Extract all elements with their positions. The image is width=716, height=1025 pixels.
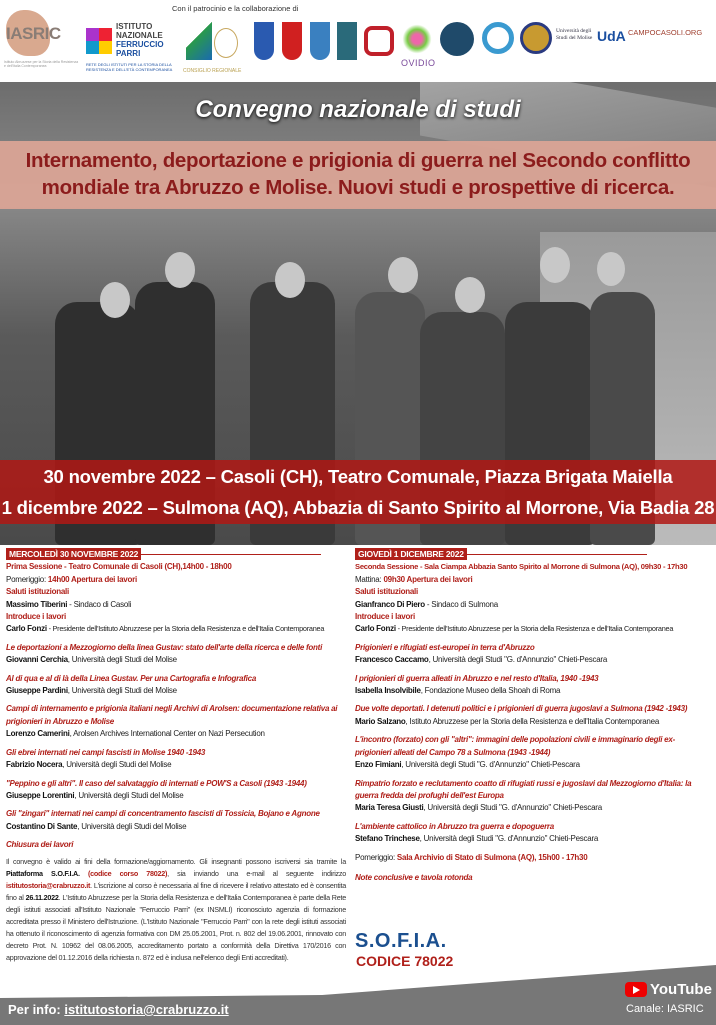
talk [6,808,346,833]
speaker-name: Fabrizio Nocera [6,760,63,770]
talk [6,673,346,698]
maiella-park-logo [337,22,357,60]
day1-header: MERCOLEDÌ 30 NOVEMBRE 2022 [6,548,141,560]
date-sulmona: 1 dicembre 2022 – Sulmona (AQ), Abbazia di Santo Spirito al Morrone, Via Badia 28 [1,497,715,518]
speaker-name: Giuseppe Lorentini [6,790,75,800]
youtube-icon [625,982,647,997]
event-title: Internamento, deportazione e prigionia di guerra nel Secondo conflitto mondiale tra Abruzzo e Molise. Nuovi studi e prospettive di ricerca. [0,141,716,209]
ovidio-logo [400,22,434,56]
talk [355,734,710,771]
talk-title: Campi di internamento e prigionia italiani negli Archivi di Arolsen: documentazione relativa ai prigionieri in Abruzzo e Molise [6,704,338,726]
talk [355,673,710,698]
talk [6,747,346,772]
sofia-code: CODICE 78022 [356,953,454,969]
talk-title: Due volte deportati. I detenuti politici e i prigionieri di guerra jugoslavi a Sulmona (1942 -1943) [355,704,688,714]
talk [6,778,346,803]
contact-info: Per info: istitutostoria@crabruzzo.it [8,1002,229,1017]
coat-of-arms-2-icon [282,22,302,60]
speaker-affiliation: , Università degli Studi "G. d'Annunzio" Chieti-Pescara [401,760,580,770]
speaker-name: Francesco Caccamo [355,655,429,665]
talk [6,642,346,667]
iasric-logo: IASRIC [4,10,74,56]
speaker-affiliation: , Università degli Studi del Molise [74,790,184,800]
saluti-label: Saluti istituzionali [6,587,70,597]
consiglio-regionale-logo [214,28,238,58]
seal-logo [520,22,552,54]
speaker-affiliation: , Università degli Studi del Molise [62,760,172,770]
speaker-name: Giovanni Cerchia [6,655,68,665]
talk-title: L'incontro (forzato) con gli "altri": immagini delle popolazioni civili e immaginario degli ex-prigionieri alleati del Campo 78 a Sulmona (1943 -1944) [355,735,675,757]
speaker-affiliation: , Università degli Studi del Molise [67,686,177,696]
talk [355,642,710,667]
speaker-affiliation: , Università degli Studi "G. d'Annunzio" Chieti-Pescara [423,803,602,813]
coat-of-arms-3-icon [310,22,330,60]
speaker-affiliation: , Università degli Studi "G. d'Annunzio" Chieti-Pescara [428,655,608,665]
youtube-link[interactable]: YouTube [625,981,712,998]
contact-email-link[interactable]: istitutostoria@crabruzzo.it [64,1002,229,1017]
talk-title: I prigionieri di guerra alleati in Abruzzo e nel resto d'Italia, 1940 -1943 [355,673,599,683]
talk-title: Al di qua e al di là della Linea Gustav. Per una Cartografia e Infografica [6,673,257,683]
session2: Seconda Sessione - Sala Ciampa Abbazia Santo Spirito al Morrone di Sulmona (AQ), 09h30 - 17h30 [355,562,688,572]
blue-circle-logo [440,22,474,56]
saluti-label: Saluti istituzionali [355,587,419,597]
ovidio-label: OVIDIO [401,58,436,68]
talk-title: "Peppino e gli altri". Il caso del salvataggio di internati e POW'S a Casoli (1943 -1944) [6,778,307,788]
speaker-name: Enzo Fimiani [355,760,402,770]
iasric-subtitle: Istituto Abruzzese per la Storia della Resistenza e dell'Italia Contemporanea [4,60,79,68]
talk [6,703,346,740]
campocasoli-logo: CAMPOCASOLI.ORG [628,28,703,37]
red-emblem-icon [364,26,394,56]
closing-label-day2: Note conclusive e tavola rotonda [355,872,473,882]
talk-title: Gli "zingari" internati nei campi di concentramento fascisti di Tossicia, Bojano e Agnone [6,809,320,819]
regione-abruzzo-logo [186,22,212,60]
speaker-affiliation: , Università degli Studi del Molise [77,821,187,831]
speaker-affiliation: , Istituto Abruzzese per la Storia della Resistenza e dell'Italia Contemporanea [405,716,660,726]
closing-label: Chiusura dei lavori [6,840,74,850]
day2-header: GIOVEDÌ 1 DICEMBRE 2022 [355,548,467,560]
talk [355,703,710,728]
speaker-name: Giuseppe Pardini [6,686,68,696]
event-dates [0,460,716,524]
speaker-name: Maria Teresa Giusti [355,803,424,813]
talk-title: Rimpatrio forzato e reclutamento coatto di rifugiati russi e jugoslavi dal Mezzogiorno d'Italia: la guerra fredda dei profughi dell'est Europa [355,778,692,800]
sponsor-logos: Con il patrocinio e la collaborazione di IASRIC Istituto Abruzzese per la Storia della Resistenza e dell'Italia Contemporanea ISTITUTO NAZIONALE FERRUCCIO PARRI RETE DEGLI ISTITUTI PER LA STORIA DELLA RESISTENZA E DELL'ETÀ CONTEMPORANEA CONSIGLIO REGIONALE OVIDIO Università degli Studi del Molise UdA CAMPOCASOLI.ORG [0,0,716,82]
event-subtitle: Convegno nazionale di studi [195,96,521,123]
speaker-affiliation: , Arolsen Archives International Center on Nazi Persecution [69,729,265,739]
program-day2: GIOVEDÌ 1 DICEMBRE 2022 Seconda Sessione - Sala Ciampa Abbazia Santo Spirito al Morrone di Sulmona (AQ), 09h30 - 17h30 Mattina: 09h30 Apertura dei lavori Saluti istituzionali Gianfranco Di Piero - Sindaco di Sulmona Introduce i lavori Carlo Fonzi - Presidente dell'Istituto Abruzzese per la Storia della Resistenza e dell'Italia Contemporanea Prigionieri e rifugiati est-europei in terra d'Abruzzo Francesco Caccamo, Università degli Studi "G. d'Annunzio" Chieti-Pescara I prigionieri di guerra alleati in Abruzzo e nel resto d'Italia, 1940 -1943 Isabella Insolvibile, Fondazione Museo della Shoah di Roma Due volte deportati. I detenuti politici e i prigionieri di guerra jugoslavi a Sulmona (1942 -1943) Mario Salzano, Istituto Abruzzese per la Storia della Resistenza e dell'Italia Contemporanea L'incontro (forzato) con gli "altri": immagini delle popolazioni civili e immaginario degli ex-prigionieri alleati del Campo 78 a Sulmona (1943 -1944) Enzo Fimiani, Università degli Studi "G. d'Annunzio" Chieti-Pescara Rimpatrio forzato e reclutamento coatto di rifugiati russi e jugoslavi dal Mezzogiorno d'Italia: la guerra fredda dei profughi dell'est Europa Maria Teresa Giusti, Università degli Studi "G. d'Annunzio" Chieti-Pescara L'ambiente cattolico in Abruzzo tra guerra e dopoguerra Stefano Trinchese, Università degli Studi "G. d'Annunzio" Chieti-Pescara Pomeriggio: Sala Archivio di Stato di Sulmona (AQ), 15h00 - 17h30 Note conclusive e tavola rotonda [355,548,710,884]
date-casoli: 30 novembre 2022 – Casoli (CH), Teatro Comunale, Piazza Brigata Maiella [43,466,673,487]
talk-title: Le deportazioni a Mezzogiorno della linea Gustav: stato dell'arte della ricerca e delle fonti [6,642,323,652]
intro-label: Introduce i lavori [355,612,415,622]
unimol-logo: Università degli Studi del Molise [556,28,593,41]
talk-title: L'ambiente cattolico in Abruzzo tra guerra e dopoguerra [355,821,554,831]
consiglio-regionale-label: CONSIGLIO REGIONALE [183,68,242,74]
speaker-name: Stefano Trinchese [355,834,420,844]
youtube-channel: Canale: IASRIC [626,1003,704,1015]
talk-title: Gli ebrei internati nei campi fascisti in Molise 1940 -1943 [6,747,206,757]
ring-logo [482,22,514,54]
speaker-name: Mario Salzano [355,716,406,726]
patrocinio-label: Con il patrocinio e la collaborazione di [172,4,299,13]
sofia-logo: S.O.F.I.A. [355,930,447,952]
speaker-affiliation: , Fondazione Museo della Shoah di Roma [420,686,561,696]
intro-label: Introduce i lavori [6,612,66,622]
speaker-name: Costantino Di Sante [6,821,78,831]
coat-of-arms-1-icon [254,22,274,60]
speaker-affiliation: , Università degli Studi del Molise [67,655,177,665]
talk-title: Prigionieri e rifugiati est-europei in terra d'Abruzzo [355,642,535,652]
email-link[interactable]: istitutostoria@crabruzzo.it [6,880,91,890]
talk [355,821,710,846]
program-day1: MERCOLEDÌ 30 NOVEMBRE 2022 Prima Sessione - Teatro Comunale di Casoli (CH),14h00 - 18h00 Pomeriggio: 14h00 Apertura dei lavori Saluti istituzionali Massimo Tiberini - Sindaco di Casoli Introduce i lavori Carlo Fonzi - Presidente dell'Istituto Abruzzese per la Storia della Resistenza e dell'Italia Contemporanea Le deportazioni a Mezzogiorno della linea Gustav: stato dell'arte della ricerca e delle fonti Giovanni Cerchia, Università degli Studi del Molise Al di qua e al di là della Linea Gustav. Per una Cartografia e Infografica Giuseppe Pardini, Università degli Studi del Molise Campi di internamento e prigionia italiani negli Archivi di Arolsen: documentazione relativa ai prigionieri in Abruzzo e Molise Lorenzo Camerini, Arolsen Archives International Center on Nazi Persecution Gli ebrei internati nei campi fascisti in Molise 1940 -1943 Fabrizio Nocera, Università degli Studi del Molise "Peppino e gli altri". Il caso del salvataggio di internati e POW'S a Casoli (1943 -1944) Giuseppe Lorentini, Università degli Studi del Molise Gli "zingari" internati nei campi di concentramento fascisti di Tossicia, Bojano e Agnone Costantino Di Sante, Università degli Studi del Molise Chiusura dei lavori Il convegno è valido ai fini della formazione/aggiornamento. Gli insegnanti possono iscriversi sia tramite la Piattaforma S.O.F.I.A. (codice corso 78022), sia inviando una e-mail al seguente indirizzo istitutostoria@crabruzzo.it. L'iscrizione al corso è necessaria al fine di ricevere il relativo attestato ed è consentita fino al 26.11.2022. L'Istituto Abruzzese per la Storia della Resistenza e dell'Italia Contemporanea è parte della Rete degli istituti associati all'Istituto Nazionale "Ferruccio Parri" (ex INSMLI) riconosciuto agenzia di formazione accreditata presso il Ministero dell'Istruzione. (L'Istituto Nazionale "Ferruccio Parri" con la rete degli istituti associati ha ottenuto il riconoscimento di agenzia formativa con DM 25.05.2001, Prot. n. 802 del 19.06.2001, rinnovato con decreto Prot. N. 10962 del 08.06.2005, accreditamento portato a conformità della Direttiva 170/2016 con approvazione del 01.12.2016 della richiesta n. 872 ed è inclusa nell'elenco degli Enti accreditati). [6,549,346,962]
speaker-name: Isabella Insolvibile [355,686,421,696]
talk [355,778,710,815]
speaker-name: Lorenzo Camerini [6,729,70,739]
uda-logo: UdA [597,28,626,44]
speaker-affiliation: , Università degli Studi "G. d'Annunzio" Chieti-Pescara [419,834,599,844]
session1: Prima Sessione - Teatro Comunale di Casoli (CH),14h00 - 18h00 [6,562,232,572]
training-note: Il convegno è valido ai fini della formazione/aggiornamento. Gli insegnanti possono iscriversi sia tramite la Piattaforma S.O.F.I.A. (codice corso 78022), sia inviando una e-mail al seguente indirizzo istitutostoria@crabruzzo.it. L'iscrizione al corso è necessaria al fine di ricevere il relativo attestato ed è consentita fino al 26.11.2022. L'Istituto Abruzzese per la Storia della Resistenza e dell'Italia Contemporanea è parte della Rete degli istituti associati all'Istituto Nazionale "Ferruccio Parri" (ex INSMLI) riconosciuto agenzia di formazione accreditata presso il Ministero dell'Istruzione. (L'Istituto Nazionale "Ferruccio Parri" con la rete degli istituti associati ha ottenuto il riconoscimento di agenzia formativa con DM 25.05.2001, Prot. n. 802 del 19.06.2001, rinnovato con decreto Prot. N. 10962 del 08.06.2005, accreditamento portato a conformità della Direttiva 170/2016 con approvazione del 01.12.2016 della richiesta n. 872 ed è inclusa nell'elenco degli Enti accreditati). [6,856,346,962]
